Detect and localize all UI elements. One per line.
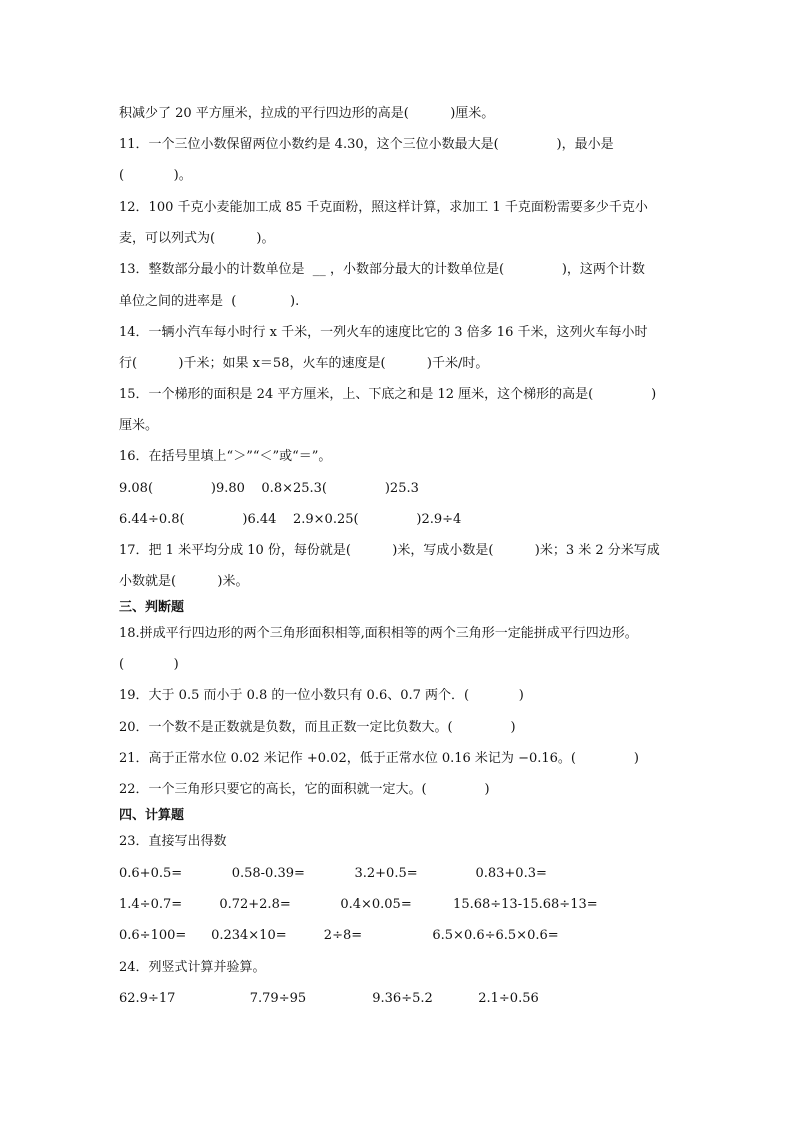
- question-16-row-2: 6.44÷0.8( )6.44 2.9×0.25( )2.9÷4: [119, 512, 462, 527]
- section-heading-calculation: 四、计算题: [119, 808, 185, 823]
- question-23-row-2: 1.4÷0.7= 0.72+2.8= 0.4×0.05= 15.68÷13-15.68÷13=: [119, 897, 598, 912]
- question-18-cont: ( ): [119, 657, 179, 672]
- question-15: 15．一个梯形的面积是 24 平方厘米，上、下底之和是 12 厘米，这个梯形的高是( ): [119, 387, 657, 402]
- question-12-cont: 麦，可以列式为( )。: [119, 231, 275, 246]
- question-16: 16．在括号里填上“＞”“＜”或“＝”。: [119, 449, 332, 464]
- question-22: 22．一个三角形只要它的高长，它的面积就一定大。( ): [119, 782, 490, 797]
- question-14: 14．一辆小汽车每小时行 x 千米，一列火车的速度比它的 3 倍多 16 千米，这列火车每小时: [119, 325, 648, 340]
- question-13: 13．整数部分最小的计数单位是 __ ，小数部分最大的计数单位是( )，这两个计数: [119, 262, 645, 277]
- question-15-cont: 厘米。: [119, 418, 159, 433]
- question-11-cont: ( )。: [119, 168, 192, 183]
- question-24: 24．列竖式计算并验算。: [119, 960, 266, 975]
- question-13-cont: 单位之间的进率是 ( ).: [119, 294, 300, 309]
- question-10-cont: 积减少了 20 平方厘米，拉成的平行四边形的高是( )厘米。: [119, 106, 495, 121]
- question-23-row-3: 0.6÷100= 0.234×10= 2÷8= 6.5×0.6÷6.5×0.6=: [119, 928, 559, 943]
- question-12: 12．100 千克小麦能加工成 85 千克面粉，照这样计算，求加工 1 千克面粉需要多少千克小: [119, 200, 648, 215]
- question-19: 19．大于 0.5 而小于 0.8 的一位小数只有 0.6、0.7 两个．( ): [119, 688, 524, 703]
- question-24-row: 62.9÷17 7.79÷95 9.36÷5.2 2.1÷0.56: [119, 991, 539, 1006]
- question-20: 20．一个数不是正数就是负数，而且正数一定比负数大。( ): [119, 720, 516, 735]
- question-18: 18.拼成平行四边形的两个三角形面积相等,面积相等的两个三角形一定能拼成平行四边形。: [119, 626, 638, 641]
- question-14-cont: 行( )千米；如果 x＝58，火车的速度是( )千米/时。: [119, 356, 489, 371]
- question-21: 21．高于正常水位 0.02 米记作 +0.02，低于正常水位 0.16 米记为 −0.16。( ): [119, 751, 639, 766]
- section-heading-judgement: 三、判断题: [119, 600, 185, 615]
- question-17-cont: 小数就是( )米。: [119, 574, 249, 589]
- question-17: 17．把 1 米平均分成 10 份，每份就是( )米，写成小数是( )米；3 米 2 分米写成: [119, 543, 660, 558]
- question-23-row-1: 0.6+0.5= 0.58-0.39= 3.2+0.5= 0.83+0.3=: [119, 866, 547, 881]
- question-16-row-1: 9.08( )9.80 0.8×25.3( )25.3: [119, 481, 419, 496]
- question-11: 11．一个三位小数保留两位小数约是 4.30，这个三位小数最大是( )，最小是: [119, 137, 614, 152]
- question-23: 23．直接写出得数: [119, 834, 227, 849]
